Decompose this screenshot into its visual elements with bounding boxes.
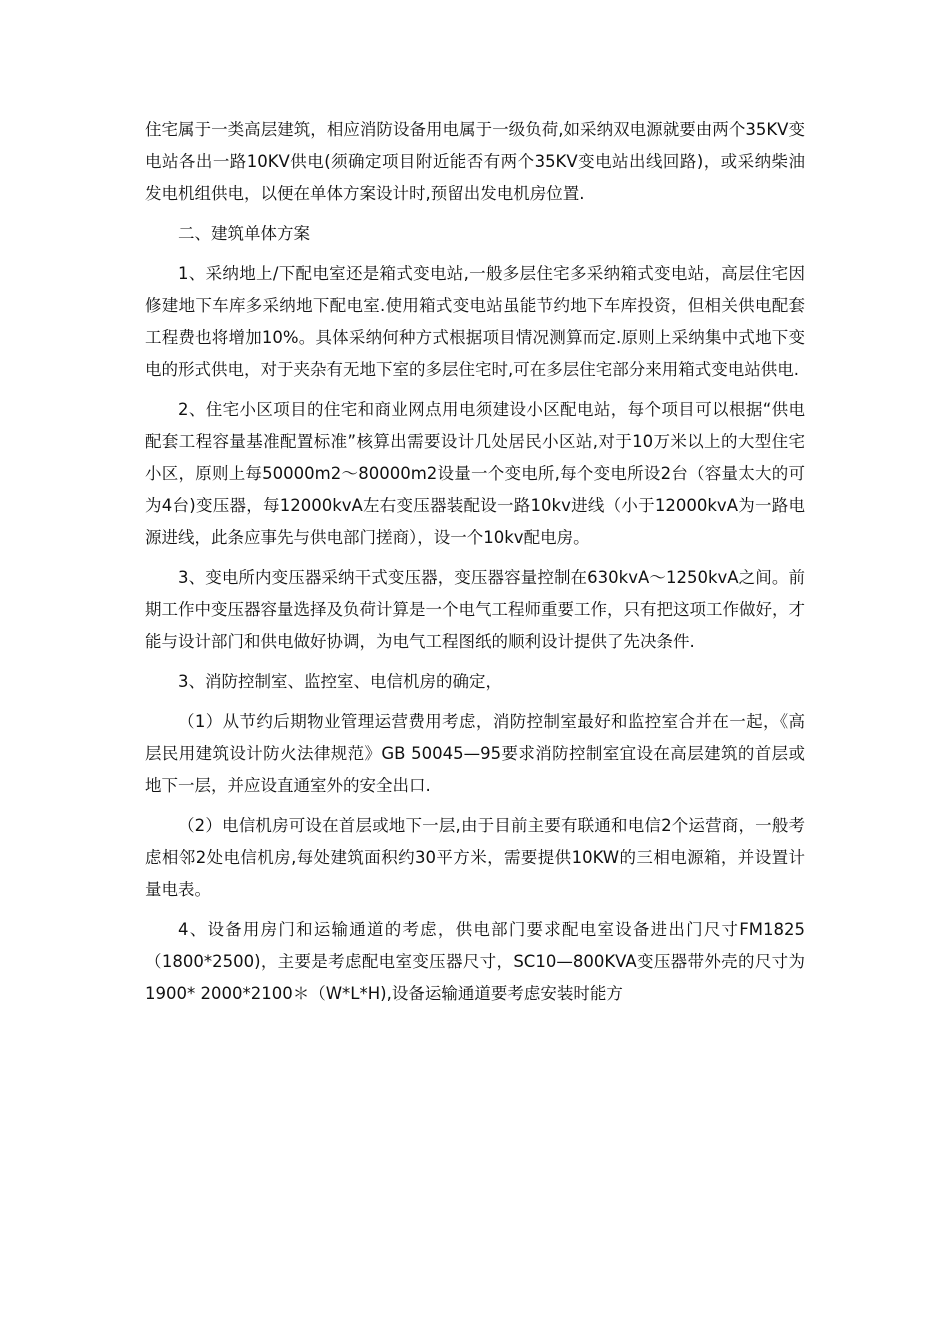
- paragraph-intro-continuation: 住宅属于一类高层建筑，相应消防设备用电属于一级负荷,如采纳双电源就要由两个35KV变电站各出一路10KV供电(须确定项目附近能否有两个35KV变电站出线回路)，或采纳柴油发电机组供电，以便在单体方案设计时,预留出发电机房位置.: [145, 120, 805, 203]
- document-body: [145, 114, 805, 1018]
- paragraph-item-3: 3、变电所内变压器采纳干式变压器，变压器容量控制在630kvA～1250kvA之间。前期工作中变压器容量选择及负荷计算是一个电气工程师重要工作，只有把这项工作做好，才能与设计部门和供电做好协调，为电气工程图纸的顺利设计提供了先决条件.: [145, 568, 805, 651]
- paragraph-subitem-1: （1）从节约后期物业管理运营费用考虑，消防控制室最好和监控室合并在一起，《高层民用建筑设计防火法律规范》GB 50045—95要求消防控制室宜设在高层建筑的首层或地下一层，并应设直通室外的安全出口.: [145, 712, 805, 795]
- paragraph-subitem-2: （2）电信机房可设在首层或地下一层,由于目前主要有联通和电信2个运营商，一般考虑相邻2处电信机房,每处建筑面积约30平方米，需要提供10KW的三相电源箱，并设置计量电表。: [145, 816, 805, 899]
- paragraph-item-2: 2、住宅小区项目的住宅和商业网点用电须建设小区配电站，每个项目可以根据“供电配套工程容量基准配置标准”核算出需要设计几处居民小区站,对于10万米以上的大型住宅小区，原则上每50000m2～80000m2设量一个变电所,每个变电所设2台（容量太大的可为4台)变压器，每12000kvA左右变压器装配设一路10kv进线（小于12000kvA为一路电源进线，此条应事先与供电部门搓商），设一个10kv配电房。: [145, 400, 805, 547]
- paragraph-item-4: 4、设备用房门和运输通道的考虑，供电部门要求配电室设备进出门尺寸FM1825 （1800*2500)，主要是考虑配电室变压器尺寸，SC10—800KVA变压器带外壳的尺寸为1900* 2000*2100＊（W*L*H),设备运输通道要考虑安装时能方: [145, 920, 805, 1003]
- paragraph-item-3-heading: 3、消防控制室、监控室、电信机房的确定，: [178, 672, 502, 691]
- section-heading: 二、建筑单体方案: [178, 224, 310, 243]
- paragraph-item-1: 1、采纳地上/下配电室还是箱式变电站,一般多层住宅多采纳箱式变电站，高层住宅因修建地下车库多采纳地下配电室.使用箱式变电站虽能节约地下车库投资，但相关供电配套工程费也将增加10%。具体采纳何种方式根据项目情况测算而定.原则上采纳集中式地下变电的形式供电，对于夹杂有无地下室的多层住宅时,可在多层住宅部分来用箱式变电站供电.: [145, 264, 805, 379]
